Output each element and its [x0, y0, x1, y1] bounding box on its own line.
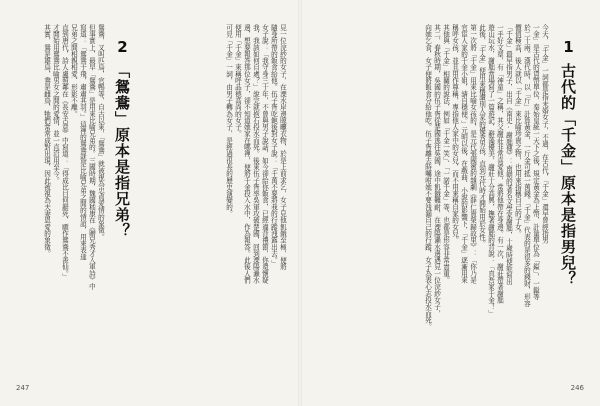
body-text-column: 一手好文章，有「神童」之稱，其父謝莊非常喜愛他，常將他帶在身邊。有一次，謝莊帶著謝朏 [495, 24, 504, 304]
body-text-column: 於二十兩。漢代時，以「斤」計算黃金，一斤金可抵一萬錢。「千金」代表的是很多的錢財，形容 [522, 24, 531, 307]
body-text-column: 便用「千金」來稱呼品德高尚的女子。 [233, 24, 242, 138]
body-text-column: 寫道：「鴛鴦于飛，肅肅其羽。」這裡的鴛鴦就是比喻兄弟之間的情誼，用來表達 [78, 24, 87, 261]
body-text-column: 價值極高，後人就以「千金」來比喻珍貴之物，也用來指稱自己的子女。 [513, 24, 522, 237]
left-heading-title: 「鴛鴦」原本是指兄弟？ [113, 63, 131, 239]
body-text-column: 兄弟之間相親相愛、形影不離。 [69, 24, 78, 118]
right-heading-number: 1 [559, 38, 578, 57]
body-text-column: 才開始用鴛鴦比喻男女之間的愛情，並一直沿用至今。 [51, 24, 60, 184]
left-page-number: 247 [16, 384, 30, 392]
body-text-column: 見一位浣紗的女子，在溧水岸邊晾曬衣物，於是上前求乞，女子見他飢餓至極，便將 [278, 24, 287, 271]
body-text-column: 可見「千金」一詞，由男子轉為女子，是經過很長的歷史演變的。 [224, 24, 233, 217]
body-text-column: 但事實上，最早「鴛鴦」是用來比喻兄弟的。三國時期，魏國嵇康在《贈兄秀才入軍詩》中 [87, 24, 96, 290]
body-text-column: 隨身所帶的飯食給他。伍子胥吃飽後對女子說：「千萬不要將我的行蹤洩露出去。」 [269, 24, 278, 267]
body-text-column: 今天，「千金」一詞都是指未婚女子，不過，在古代，「千金」還早曾經指男 [540, 24, 549, 244]
body-text-column: 我，我該如何自處？」說完就抱石投水而死。後來伍子胥率吳軍攻破楚國，回到溧陽瀨水 [251, 24, 260, 284]
right-page-number: 246 [570, 384, 584, 392]
body-text-column: 此後，「千金」便用來稱讚別人家的優秀男孩，直到元代時才開始用於女性。 [477, 24, 486, 247]
right-page [300, 0, 600, 406]
right-body-columns [316, 24, 548, 369]
body-text-column: 第一次將「千金」用來比喻女孩的，是元代張國賓的雜劇《薛仁貴榮歸故里》：「你乃是 [468, 24, 477, 284]
right-heading-title: 古代的「千金」原本是指男兒？ [559, 63, 577, 287]
body-text-column: 其二，春秋時期，吳國的伍子胥從楚國逃往吳國，途中飢餓難耐，在溧陽瀨水邊遇見一位浣紗女子， [432, 24, 441, 317]
body-text-column: 稱呼女孩，並且用作尊稱，專指他人家中的女兒，而不用來稱自家的女兒。 [450, 24, 459, 244]
body-text-column: 「千金」最早指男子，出自《南史·謝朏傳》：南朝的著名文學家謝朏，十歲時便能寫出 [504, 24, 513, 285]
body-text-column: 邊，想要報答那位女子，卻不知道她家在哪裡，便將千金投入水中，作為報答。此後人們 [242, 24, 251, 284]
body-text-column: 一金」是古代的貨幣單位，秦始皇統一天下之後，規定黃金為上幣，計量單位為「鎰」，一鎰等 [531, 24, 540, 300]
body-text-column: 其實，鴛是雄鳥，鴦是雌鳥，牠們常常成對出現，因此被視為夫妻恩愛的象徵。 [42, 24, 51, 257]
body-text-column: 直到唐代，詩人盧照鄰在《長安古意》中寫道：「得成比目何辭死，願作鴛鴦不羨仙。」 [60, 24, 69, 281]
body-text-column: 女子說：「我守身三十年，不曾與男子說話，如今卻給你飯食，已經違背禮節，你還懷疑 [260, 24, 269, 284]
right-heading [558, 38, 579, 287]
left-heading [112, 38, 133, 239]
left-top-columns [136, 24, 286, 369]
body-text-column: 鴛鴦，又叫匹鳥，官鴨等，自古以來，「鴛鴦」就被視為忠貞愛情的象徵。 [96, 24, 105, 241]
body-text-column: 官宦人家的千金小姐，請自穩便。」元明以後，在戲曲、小說的影響下，「千金」逐漸用來 [459, 24, 468, 284]
body-text-column: 其他與「千金」相關的說法，例如「千金一笑」、「一諾千金」等，也都是形容非常貴重。 [441, 24, 450, 284]
left-bottom-columns [16, 24, 104, 369]
body-text-column: 遊山玩水，謝朏當場寫了一篇遊記，辭藻優美，謝莊十分高興，撫著謝朏的背說：「真吾家千金！」 [486, 24, 495, 317]
left-heading-number: 2 [113, 38, 132, 57]
body-text-column: 向她乞食，女子便將飯食分給他吃。伍子胥離去時囑咐她不要洩漏自己的行蹤，女子為表心志投水而死。 [423, 24, 432, 330]
